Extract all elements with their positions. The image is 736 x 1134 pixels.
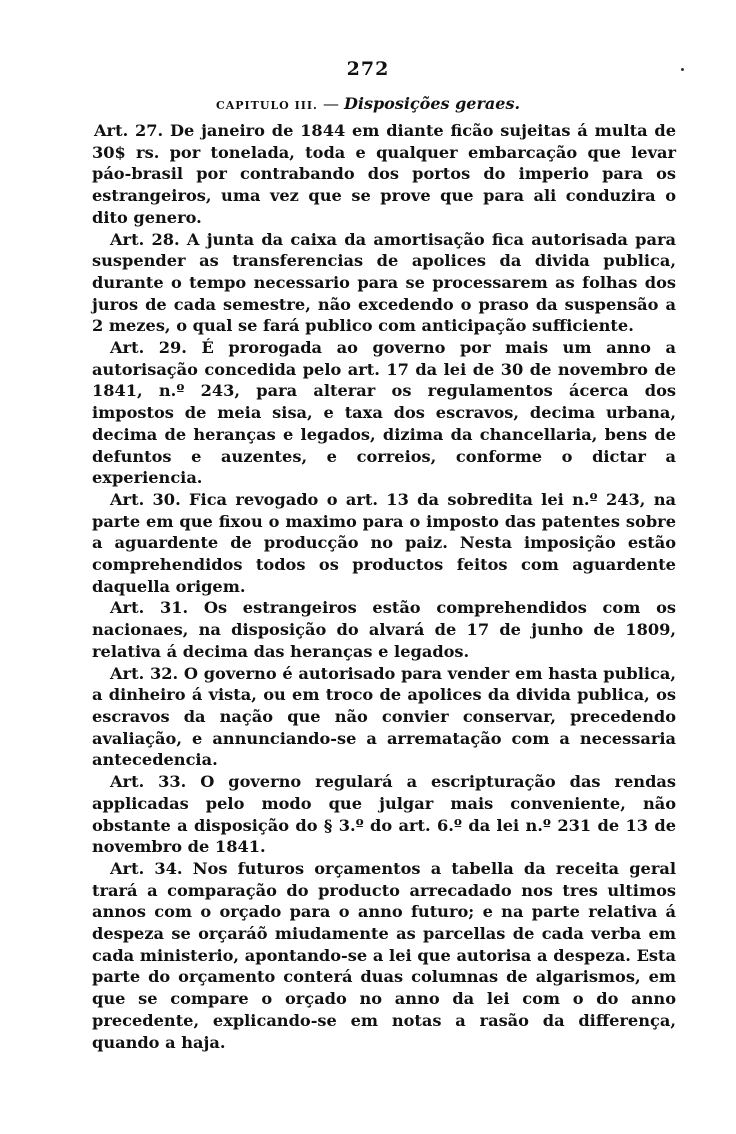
article-33: Art. 33. O governo regulará a escripturação das rendas applicadas pelo modo que julgar mais conveniente, não obstante a disposição do § 3.º do art. 6.º da lei n.º 231 de 13 de novembro de 1841. [92,772,676,857]
article-32: Art. 32. O governo é autorisado para vender em hasta publica, a dinheiro á vista, ou em troco de apolices da divida publica, os escravos da nação que não convier conservar, precedendo avaliação, e annunciando-se a arrematação com a necessaria antecedencia. [92,663,676,770]
articles-body [92,120,676,1053]
chapter-label: CAPITULO III. [215,99,318,112]
chapter-dash: — [317,94,345,113]
article-28: Art. 28. A junta da caixa da amortisação fica autorisada para suspender as transferencias de apolices da divida publica, durante o tempo necessario para se processarem as folhas dos juros de cada semestre, não excedendo o praso da suspensão a 2 mezes, o qual se fará publico com anticipação sufficiente. [92,229,676,336]
article-31: Art. 31. Os estrangeiros estão comprehendidos com os nacionaes, na disposição do alvará de 17 de junho de 1809, relativa á decima das heranças e legados. [92,598,676,661]
article-29: Art. 29. É prorogada ao governo por mais um anno a autorisação concedida pelo art. 17 da lei de 30 de novembro de 1841, n.º 243, para alterar os regulamentos ácerca dos impostos de meia sisa, e taxa dos escravos, decima urbana, decima de heranças e legados, dizima da chancellaria, bens de defuntos e auzentes, e correios, conforme o dictar a experiencia. [92,338,676,488]
page-number: 272 [346,58,390,80]
article-27: Art. 27. De janeiro de 1844 em diante ficão sujeitas á multa de 30$ rs. por tonelada, toda e qualquer embarcação que levar páo-brasil por contrabando dos portos do imperio para os estrangeiros, uma vez que se prove que para ali conduzira o dito genero. [92,121,676,227]
chapter-title: Disposições geraes. [344,94,521,113]
chapter-heading [0,94,736,113]
article-34: Art. 34. Nos futuros orçamentos a tabella da receita geral trará a comparação do producto arrecadado nos tres ultimos annos com o orçado para o anno futuro; e na parte relativa á despeza se orçaráõ miudamente as parcellas de cada verba em cada ministerio, apontando-se a lei que autorisa a despeza. Esta parte do orçamento conterá duas columnas de algarismos, em que se compare o orçado no anno da lei com o do anno precedente, explicando-se em notas a rasão da differença, quando a haja. [92,858,676,1052]
article-30: Art. 30. Fica revogado o art. 13 da sobredita lei n.º 243, na parte em que fixou o maximo para o imposto das patentes sobre a aguardente de producção no paiz. Nesta imposição estão comprehendidos todos os productos feitos com aguardente daquella origem. [92,489,676,596]
